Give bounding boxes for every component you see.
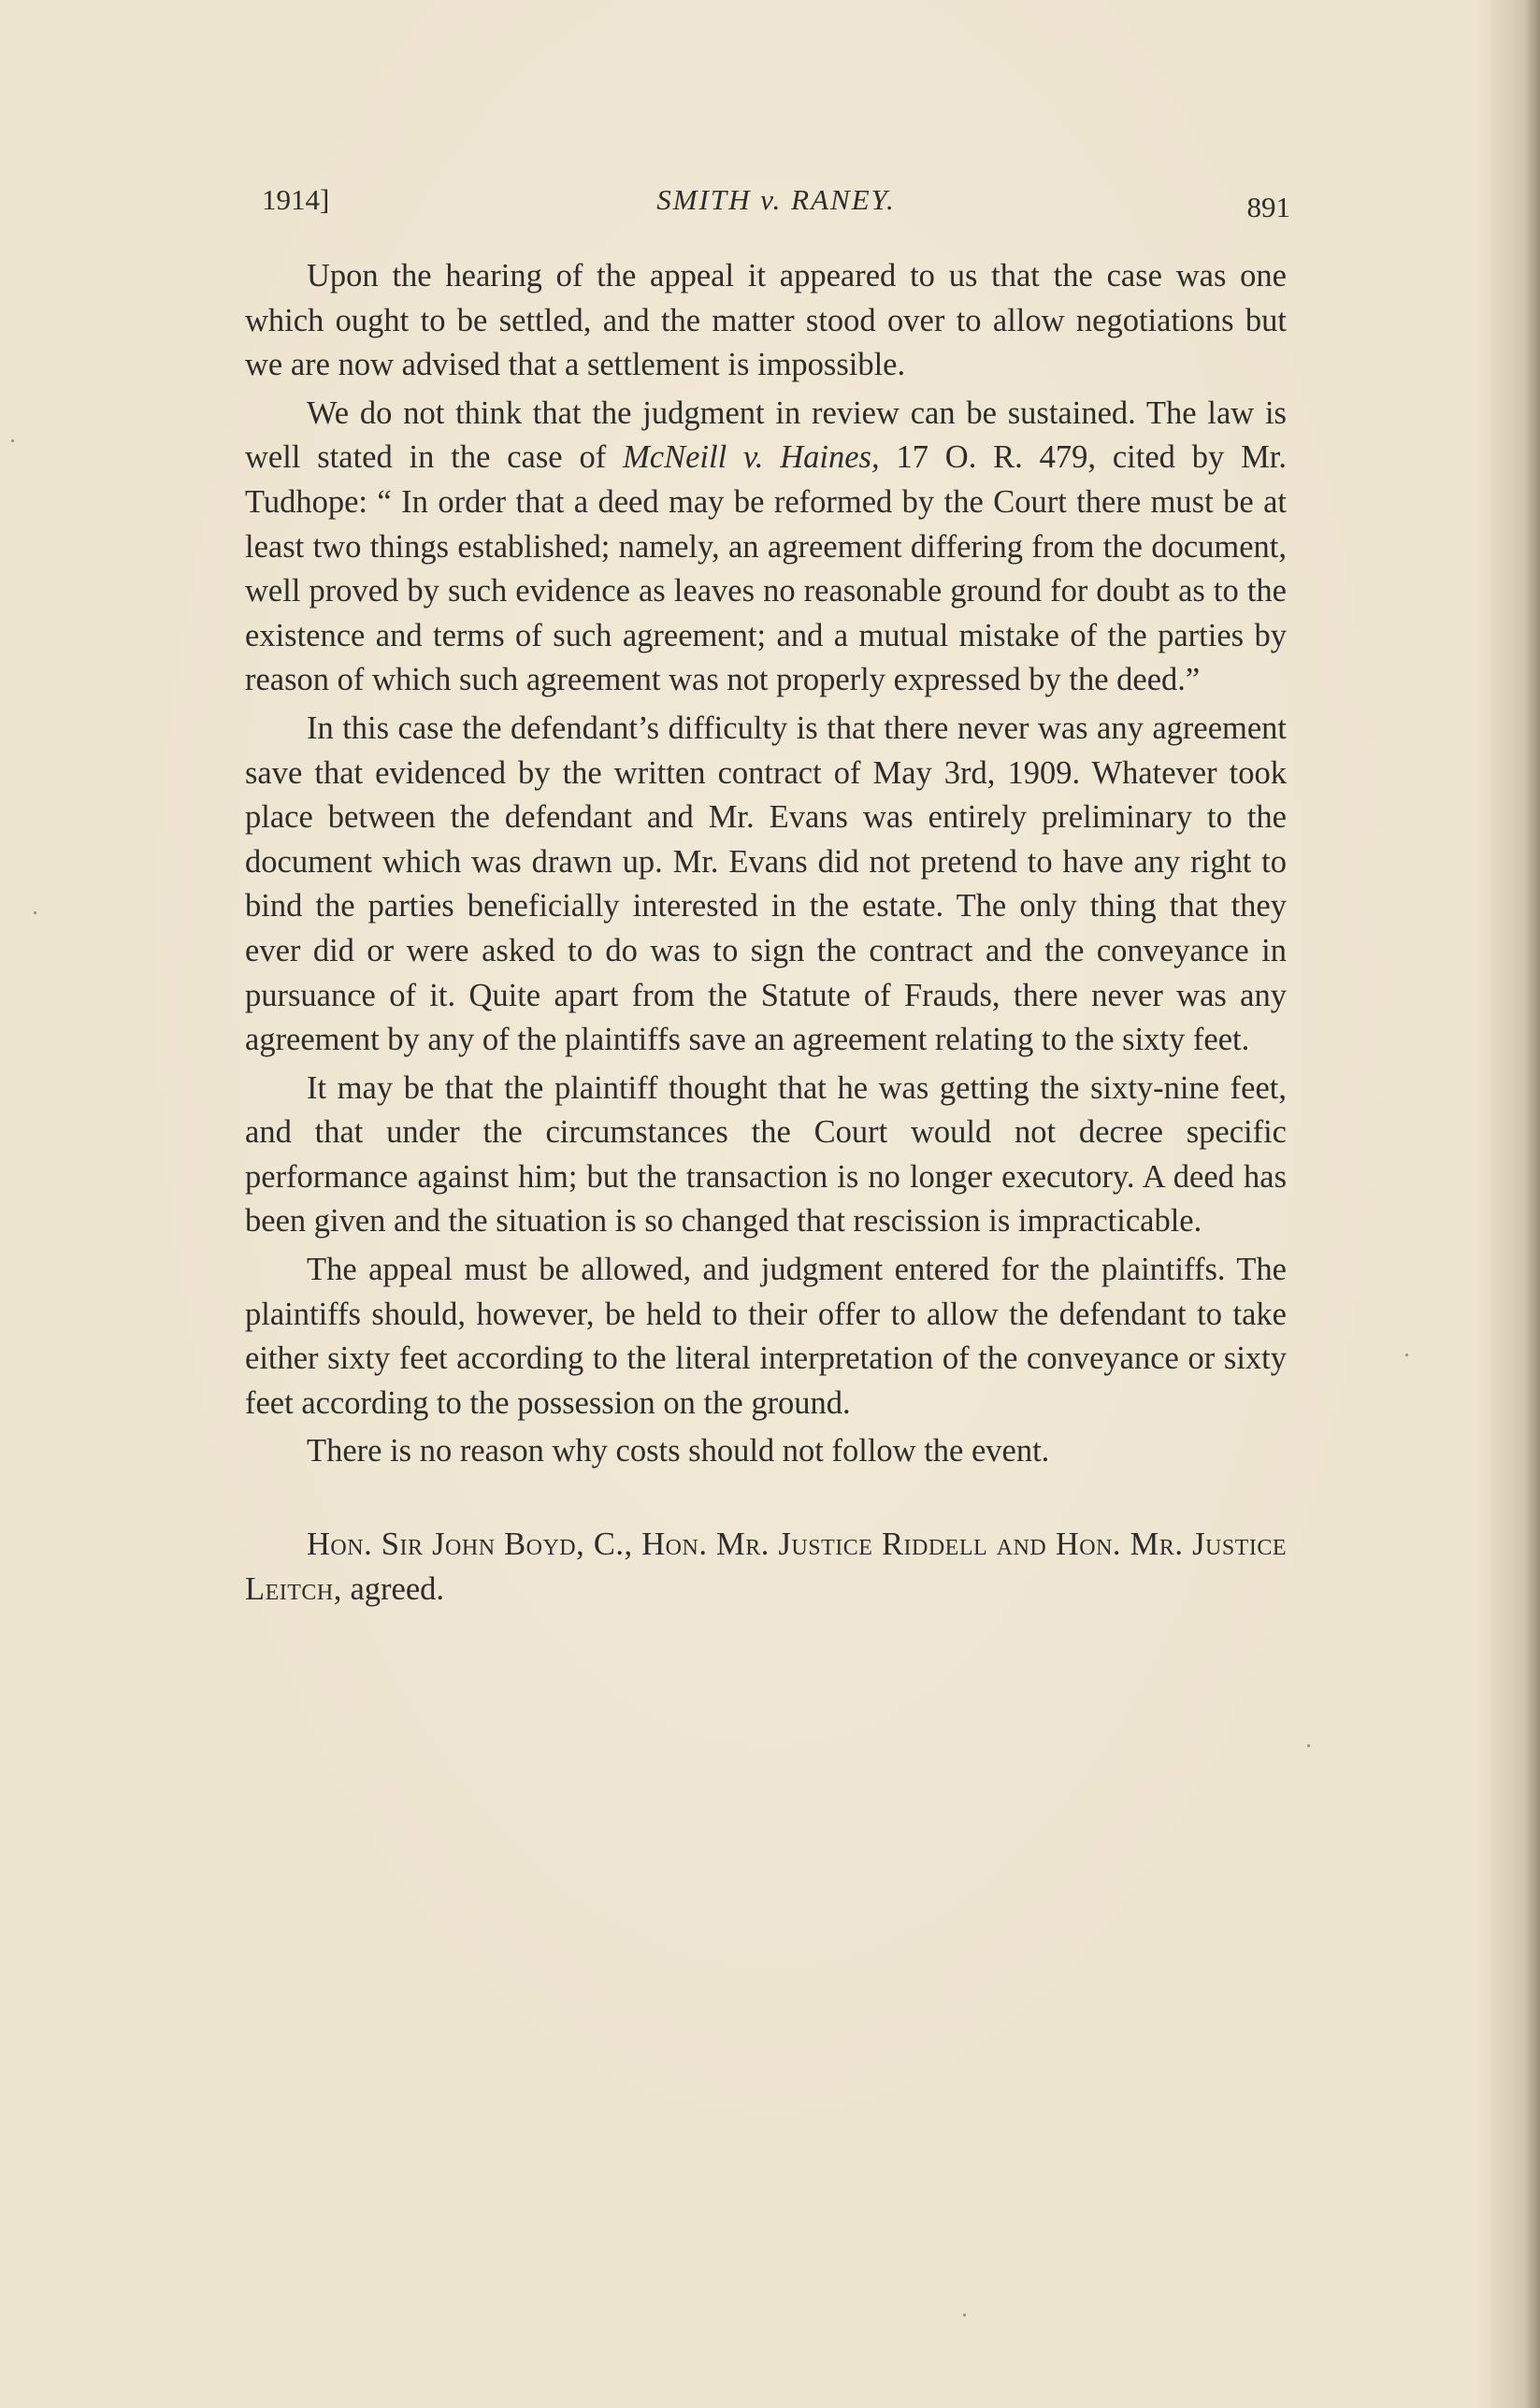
header-year: 1914] (262, 183, 330, 216)
paper-speck (1307, 1744, 1310, 1747)
case-citation: McNeill v. Haines, (623, 439, 880, 476)
paper-speck (963, 2314, 966, 2316)
paragraph-defendant-difficulty: In this case the defendant’s difficulty is that there never was any agreement save that evidenced by the written contract of May 3rd, 1909. Whatever took place between the defendant and Mr. Evans was entirely preliminary to the document which was drawn up. Mr. Evans did not pretend to have any right to bind the parties beneficially interested in the estate. The only thing that they ever did or were asked to do was to sign the contract and the conveyance in pursuance of it. Quite apart from the Statute of Frauds, there never was any agreement by any of the plaintiffs save an agreement relating to the sixty feet. (245, 710, 1287, 1058)
paragraph-costs: There is no reason why costs should not follow the event. (307, 1433, 1050, 1469)
paragraph-settlement: Upon the hearing of the appeal it appeared to us that the case was one which ought to be settled, and the matter stood over to allow negotiations but we are now advised that a settlement is impossible. (245, 258, 1287, 383)
judgment-text (245, 254, 1287, 1615)
page-number: 891 (1246, 191, 1290, 223)
concurring-judges: Hon. Sir John Boyd, C., Hon. Mr. Justice Riddell and Hon. Mr. Justice Leitch, (245, 1526, 1287, 1607)
paper-speck (11, 439, 14, 442)
paper-speck (1405, 1354, 1408, 1356)
paragraph-text: We do not think that the judgment in review can be sustained. The law is well stated in the case of (245, 394, 1287, 476)
paper-speck (34, 911, 36, 914)
running-head (262, 183, 1290, 230)
header-case-title: SMITH v. RANEY. (656, 183, 896, 216)
paragraph-appeal-allowed: The appeal must be allowed, and judgment entered for the plaintiffs. The plaintiffs should, however, be held to their offer to allow the defendant to take either sixty feet according to the literal interpretation of the conveyance or sixty feet according to the possession on the ground. (245, 1252, 1287, 1421)
paragraph-executory: It may be that the plaintiff thought that he was getting the sixty-nine feet, and that under the circumstances the Court would not decree specific performance against him; but the transaction is no longer executory. A deed has been given and the situation is so changed that rescission is impracticable. (245, 1069, 1287, 1240)
concurrence-line (245, 1523, 1287, 1612)
paragraph-reformation-law (245, 392, 1287, 703)
concurrence-verb: agreed. (341, 1570, 445, 1607)
paragraph-text: 17 O. R. 479, cited by Mr. Tudhope: “ In order that a deed may be reformed by the Court there must be at least two things established; namely, an agreement differing from the document, well proved by such evidence as leaves no reasonable ground for doubt as to the existence and terms of such agreement; and a mutual mistake of the parties by reason of which such agreement was not properly expressed by the deed.” (245, 439, 1287, 698)
